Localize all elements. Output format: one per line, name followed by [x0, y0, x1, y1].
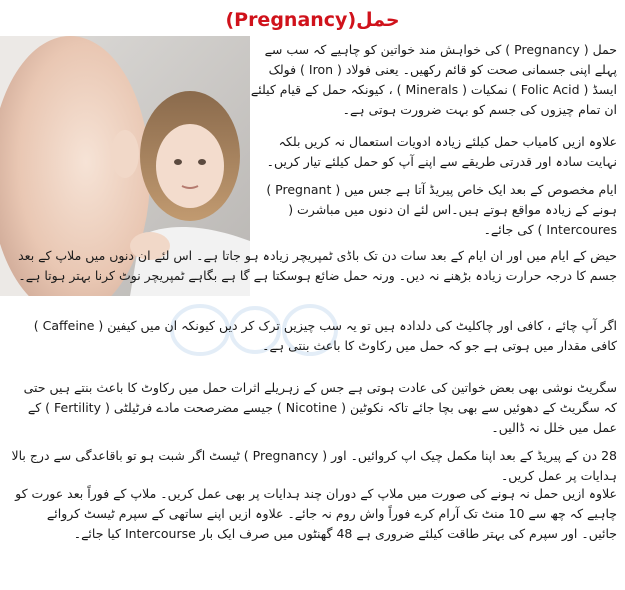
- paragraph-5: اگر آپ چائے ، کافی اور چاکلیٹ کی دلدادہ ہیں تو یہ سب چیزیں ترک کر دیں کیونکہ ان میں کیفین ( Caffeine ) کافی مقدار میں ہوتی ہے جو کہ حمل میں رکاوٹ کا باعث بنتی ہے۔: [33, 318, 617, 353]
- paragraph-1: حمل ( Pregnancy ) کی خواہش مند خواتین کو چاہیے کہ سب سے پہلے اپنی جسمانی صحت کو قائم رکھیں۔ یعنی فولاد ( Iron ) فولک ایسڈ ( Folic Acid ) نمکیات ( Minerals ) ، کیونکہ حمل کے قیام کیلئے ان تمام چیزوں کی جسم کو بہت ضرورت ہوتی ہے۔: [250, 42, 617, 117]
- paragraph-8: علاوہ ازیں حمل نہ ہونے کی صورت میں ملاپ کے دوران چند ہدایات پر بھی عمل کریں۔ ملاپ کے فوراً بعد عورت کو چاہیے کہ چھ سے 10 منٹ تک آرام کرے فوراً واش روم نہ جائے۔ علاوہ ازیں اپنے ساتھی کے سپرم ٹیسٹ کروائے جائیں۔ اور سپرم کی بہتر طاقت کیلئے ضروری ہے 48 گھنٹوں میں صرف ایک بار Intercourse کیا جائے۔: [15, 486, 617, 541]
- paragraph-6: سگریٹ نوشی بھی بعض خواتین کی عادت ہوتی ہے جس کے زہریلے اثرات حمل میں رکاوٹ کا باعث بنتے ہیں حتی کہ سگریٹ کے دھوئیں سے بھی بچا جائے تاکہ نکوٹین ( Nicotine ) جیسے مضرصحت مادے فرٹیلٹی ( Fertility ) کے عمل میں خلل نہ ڈالیں۔: [23, 380, 617, 435]
- article-title: حمل(Pregnancy): [225, 9, 400, 31]
- paragraph-2: علاوہ ازیں کامیاب حمل کیلئے زیادہ ادویات استعمال نہ کریں بلکہ نہایت سادہ اور قدرتی طریقے سے اپنے آپ کو حمل کیلئے تیار کریں۔: [266, 134, 617, 169]
- paragraph-7: 28 دن کے پیریڈ کے بعد اپنا مکمل چیک اپ کروائیں۔ اور ( Pregnancy ) ٹیسٹ اگر شبت ہو تو باقاعدگی سے درج بالا ہدایات پر عمل کریں۔: [11, 448, 617, 483]
- paragraph-4: حیض کے ایام میں اور ان ایام کے بعد سات دن تک باڈی ٹمپریچر زیادہ ہو جاتا ہے۔ اس لئے ان دنوں میں ملاپ کے بعد جسم کا درجہ حرارت زیادہ بڑھنے نہ دیں۔ ورنہ حمل ضائع ہوسکتا ہے گا ہے بگاہے ٹمپریچر نوٹ کرنا بہتر ہوتا ہے۔: [18, 248, 617, 283]
- paragraph-3: ایام مخصوص کے بعد ایک خاص پیریڈ آتا ہے جس میں ( Pregnant ) ہونے کے زیادہ مواقع ہوتے ہیں۔اس لئے ان دنوں میں مباشرت ( Intercoures ) کی جائے۔: [266, 182, 617, 237]
